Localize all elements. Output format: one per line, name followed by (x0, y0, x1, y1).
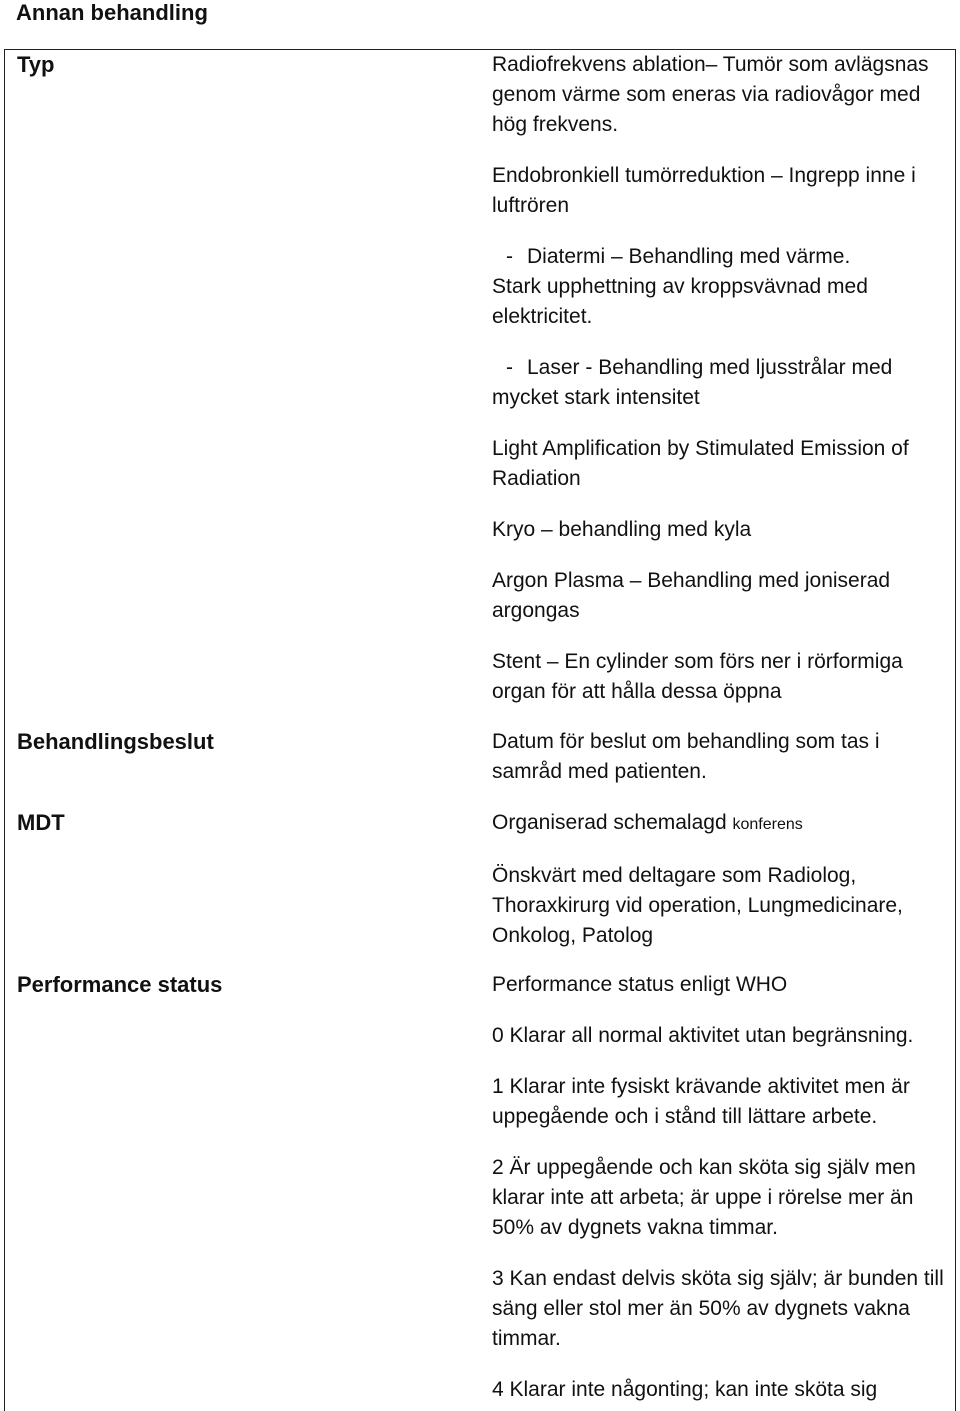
row-label-behandlingsbeslut: Behandlingsbeslut (17, 729, 214, 754)
row-content-typ (492, 50, 952, 707)
dash-diatermi: - (506, 245, 513, 268)
performance-level-2: 2 Är uppegående och kan sköta sig själv men klarar inte att arbeta; är uppe i rörelse mer än 50% av dygnets vakna timmar. (492, 1156, 916, 1239)
info-table (4, 49, 956, 1411)
text-performance-intro: Performance status enligt WHO (492, 973, 788, 996)
performance-level-1: 1 Klarar inte fysiskt krävande aktivitet men är uppegående och i stånd till lättare arbete. (492, 1075, 910, 1128)
text-diatermi-first: Diatermi – Behandling med värme. (527, 245, 851, 268)
performance-level-4: 4 Klarar inte någonting; kan inte sköta sig (492, 1378, 878, 1401)
row-content-mdt (492, 808, 952, 951)
text-mdt-konferens (492, 808, 952, 840)
dash-laser: - (506, 356, 513, 379)
row-content-behandlingsbeslut (492, 727, 952, 787)
text-laser-rest: mycket stark intensitet (492, 386, 700, 409)
text-laser-first: Laser - Behandling med ljusstrålar med (527, 356, 893, 379)
row-label-performance: Performance status (17, 972, 223, 997)
text-light-amplification: Light Amplification by Stimulated Emission of Radiation (492, 437, 909, 490)
text-stent: Stent – En cylinder som förs ner i rörformiga organ för att hålla dessa öppna (492, 650, 903, 703)
row-label-typ: Typ (17, 52, 55, 77)
text-mdt-small: konferens (732, 816, 803, 833)
text-mdt-deltagare: Önskvärt med deltagare som Radiolog, Thoraxkirurg vid operation, Lungmedicinare, Onkolog, Patolog (492, 864, 903, 947)
text-argon-plasma: Argon Plasma – Behandling med joniserad argongas (492, 569, 891, 622)
row-label-mdt: MDT (17, 810, 65, 835)
row-content-performance (492, 970, 952, 1405)
text-endobronkiell: Endobronkiell tumörreduktion – Ingrepp inne i luftrören (492, 164, 916, 217)
text-radiofrekvens: Radiofrekvens ablation– Tumör som avlägsnas genom värme som eneras via radiovågor med hög frekvens. (492, 53, 929, 136)
performance-level-3: 3 Kan endast delvis sköta sig själv; är bunden till säng eller stol mer än 50% av dygnets vakna timmar. (492, 1267, 944, 1350)
text-diatermi-rest: Stark upphettning av kroppsvävnad med elektricitet. (492, 275, 868, 328)
item-diatermi (492, 242, 952, 332)
text-kryo: Kryo – behandling med kyla (492, 518, 752, 541)
performance-level-0: 0 Klarar all normal aktivitet utan begränsning. (492, 1024, 914, 1047)
text-beslut: Datum för beslut om behandling som tas i samråd med patienten. (492, 730, 880, 783)
item-laser (492, 353, 952, 413)
page-title: Annan behandling (16, 0, 208, 25)
text-mdt-main: Organiserad schemalagd (492, 811, 727, 834)
